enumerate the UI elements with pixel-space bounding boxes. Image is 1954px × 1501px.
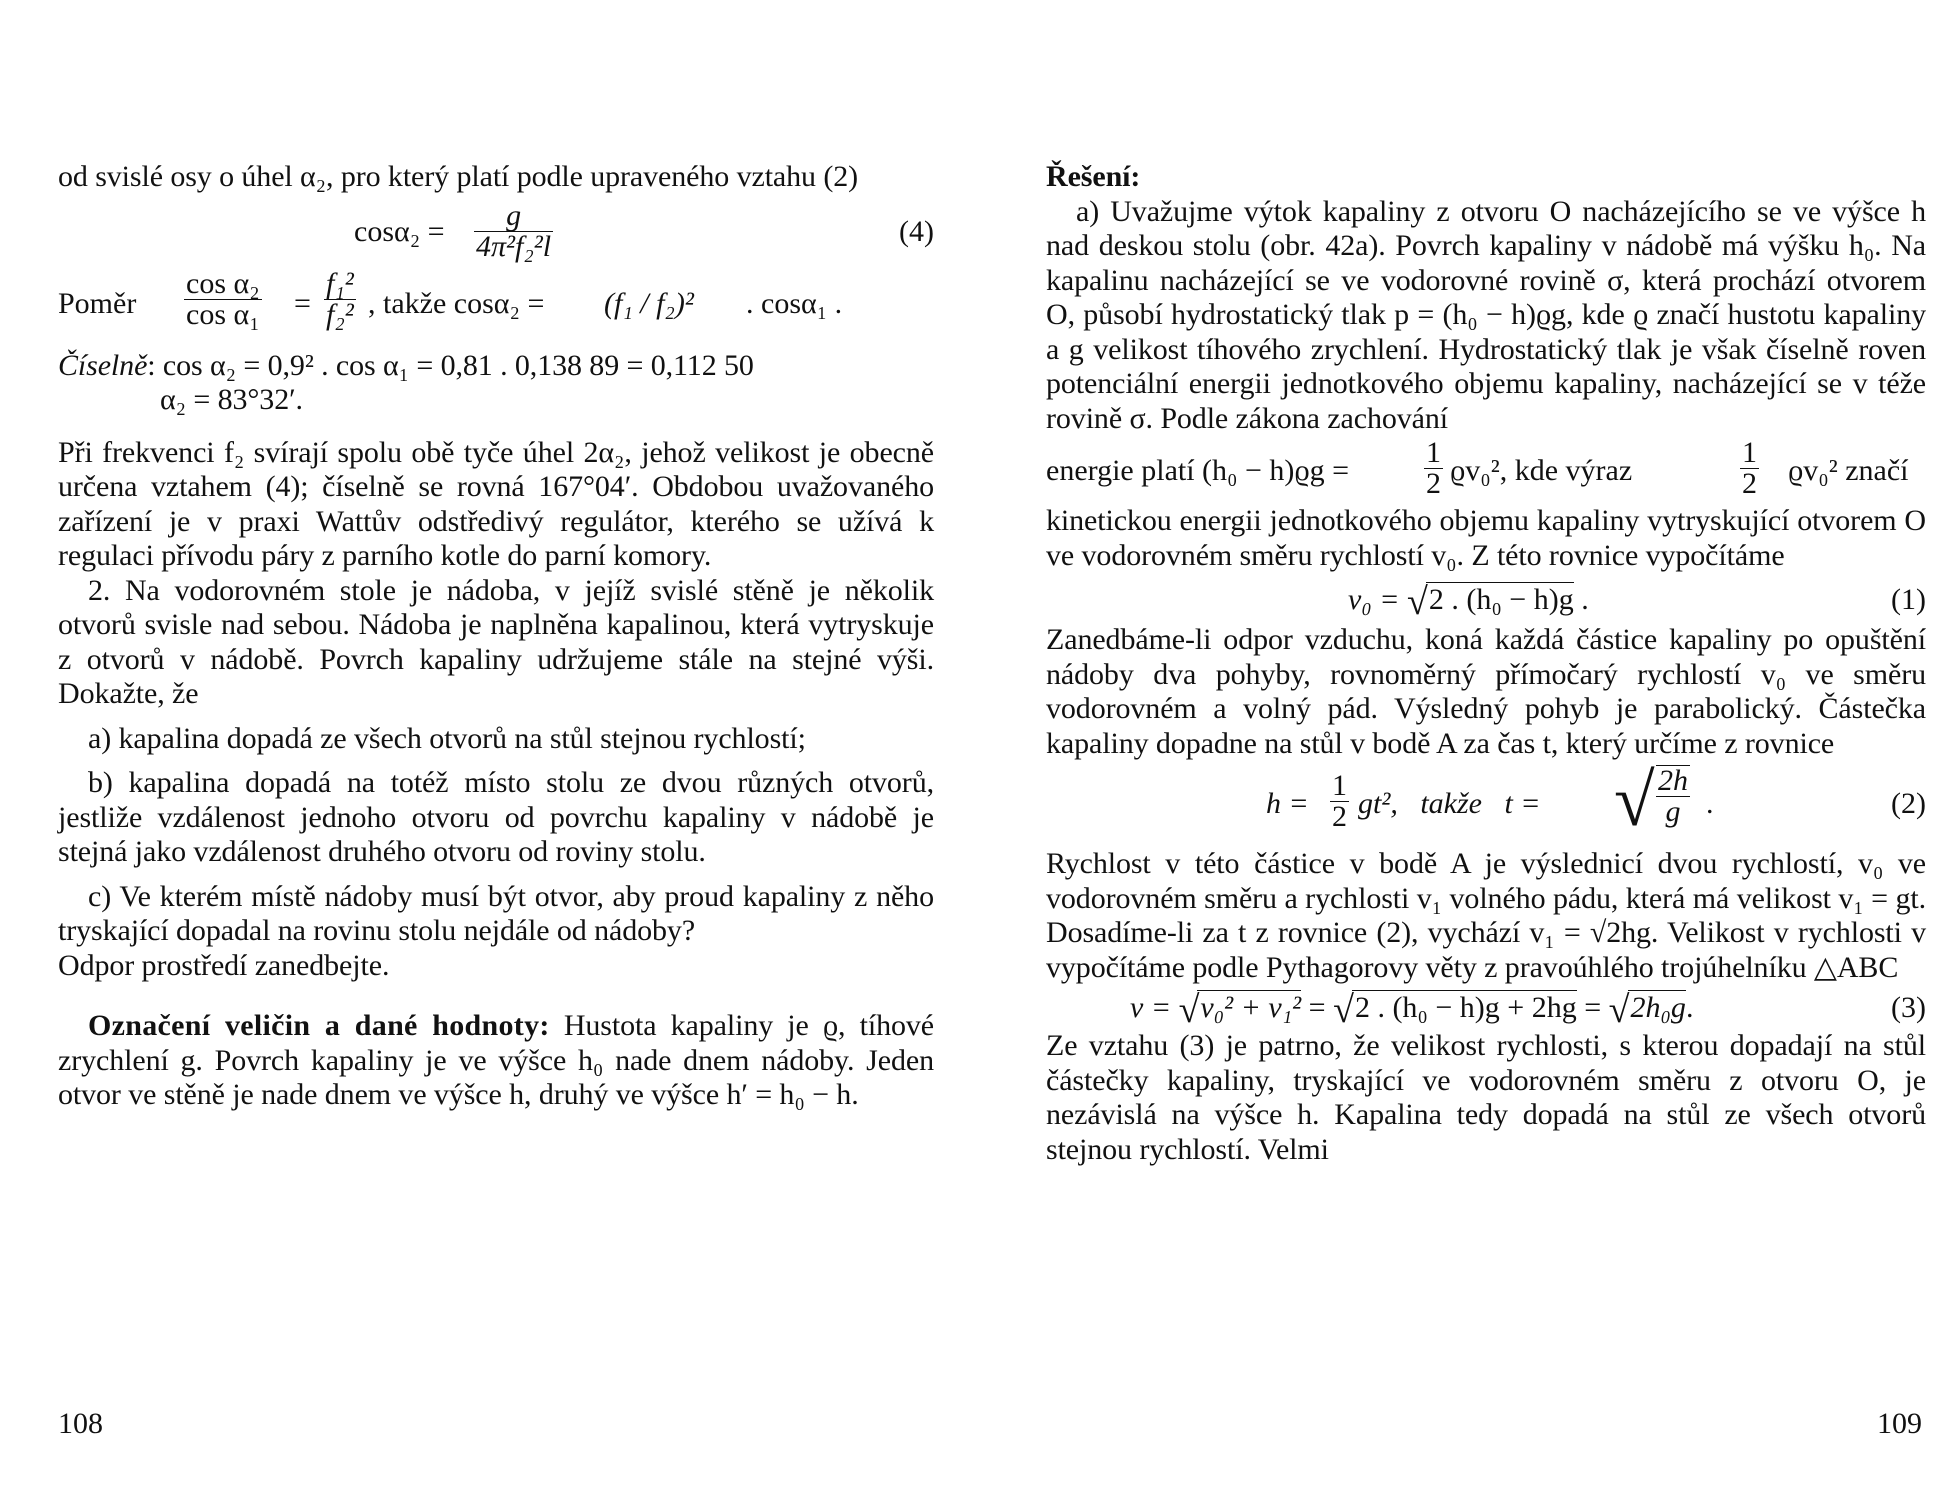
equation-middle: gt², takže t = — [1358, 787, 1541, 820]
fraction-half — [1330, 771, 1349, 832]
numerator: g — [506, 198, 522, 232]
paragraph: Při frekvenci f₂ svírají spolu obě tyče úhel 2α₂, jehož velikost je obecně určena vztahem (4); číselně se rovná 167°04′. Obdobou uvažovaného zařízení je v praxi Wattův odstředivý regulátor, kterého se užívá k regulaci přívodu páry z parního kotle do parní komory. — [58, 435, 934, 572]
ratio-label: Poměr — [58, 286, 137, 320]
equation-number: (2) — [1891, 787, 1926, 820]
problem-item-a: a) kapalina dopadá ze všech otvorů na stůl stejnou rychlostí; — [88, 721, 806, 755]
sqrt-icon: √ — [1333, 989, 1354, 1031]
ratio-equation — [58, 266, 934, 339]
left-page — [58, 160, 934, 1113]
problem-note: Odpor prostředí zanedbejte. — [58, 948, 390, 982]
radicand: 2 . (h₀ − h)g + 2hg — [1352, 990, 1577, 1024]
section-heading: Označení veličin a dané hodnoty: — [88, 1009, 550, 1042]
equation-4 — [58, 198, 934, 263]
energy-text-end: ϱv₀² značí — [1788, 454, 1909, 487]
equation-body — [1348, 581, 1589, 623]
sqrt-icon: √ — [1407, 581, 1428, 623]
denominator: 4π²f₂²l — [476, 229, 552, 263]
solution-paragraph: a) Uvažujme výtok kapaliny z otvoru O nacházejícího se ve výšce h nad deskou stolu (obr. 42a). Povrch kapaliny v nádobě má výšku h₀. Na kapalinu nacházející se ve vodorovné rovině σ, která prochází otvorem O, působí hydrostatický tlak p = (h₀ − h)ϱg, kde ϱ značí hustotu kapaliny a g velikost tíhového zrychlení. Hydrostatický tlak je však číselně roven potenciální energii jednotkového objemu kapaliny, nacházející se v téže rovině σ. Podle zákona zachování — [1046, 194, 1926, 435]
fraction — [1656, 765, 1690, 827]
denominator: f₂² — [326, 297, 354, 331]
sqrt-icon: √ — [1608, 989, 1630, 1031]
fraction — [184, 266, 262, 331]
equation-1 — [1046, 577, 1926, 623]
numerator: 1 — [1742, 436, 1757, 469]
radicand: v₀² + v₁² — [1197, 990, 1301, 1024]
denominator: 2 — [1742, 467, 1757, 500]
denominator: 2 — [1426, 467, 1441, 500]
equation-tail: . — [1685, 991, 1694, 1024]
denominator: 2 — [1332, 800, 1347, 833]
equation-tail: . — [1573, 583, 1589, 616]
ratio-text: , takže cosα₂ = — [368, 286, 545, 320]
quantities-text: Hustota kapaliny je ϱ, tíhové zrychlení g. Povrch kapaliny je ve výšce h₀ nade dnem nádoby. Jeden otvor ve stěně je nade dnem ve výšce h, druhý ve výšce h′ = h₀ − h. — [58, 1009, 934, 1111]
denominator: cos α₁ — [186, 297, 260, 331]
numeric-result: α₂ = 83°32′. — [160, 383, 303, 416]
numerator: cos α₂ — [186, 266, 260, 300]
quantities-paragraph — [58, 1009, 934, 1113]
equation-lhs: cosα₂ = — [354, 214, 445, 248]
equation-lhs: v₀ = — [1348, 583, 1407, 616]
radicand: 2 . (h₀ − h)g — [1426, 582, 1574, 616]
section-heading: Řešení: — [1046, 160, 1141, 193]
fraction — [324, 266, 356, 331]
equals-sign: = — [294, 286, 311, 320]
energy-text-start: energie platí (h₀ − h)ϱg = — [1046, 454, 1350, 487]
equation-period: . — [1706, 787, 1714, 820]
right-page — [1046, 160, 1926, 1167]
equation-3 — [1046, 987, 1926, 1029]
equation-lhs: h = — [1266, 787, 1309, 820]
problem-statement: 2. Na vodorovném stole je nádoba, v jejíž svislé stěně je několik otvorů svisle nad sebou. Nádoba je naplněna kapalinou, která vytryskuje z otvorů v nádobě. Povrch kapaliny udržujeme stále na stejné výši. Dokažte, že — [58, 573, 934, 710]
equation-number: (1) — [1891, 583, 1926, 616]
energy-line — [1046, 436, 1926, 504]
solution-paragraph: Zanedbáme-li odpor vzduchu, koná každá částice kapaliny po opuštění nádoby dva pohyby, rovnoměrný přímočarý rychlostí v₀ ve směru vodorovném a volný pád. Výsledný pohyb je parabolický. Částečka kapaliny dopadne na stůl v bodě A za čas t, který určíme z rovnice — [1046, 623, 1926, 760]
fraction-half — [1424, 438, 1443, 499]
equation-lhs: v = — [1130, 991, 1179, 1024]
ratio-power: (f₁ / f₂)² — [604, 286, 694, 320]
numerator: 2h — [1658, 764, 1688, 797]
equation-2: h = $\frac{1}{2}$ gt², takže t = √ $\frac{2h}{g}$ . (2) — [1266, 760, 1926, 842]
equation-body — [1130, 989, 1694, 1031]
numeric-line — [58, 349, 934, 384]
problem-item-c: c) Ve kterém místě nádoby musí být otvor, aby proud kapaliny z něho tryskající dopadal na rovinu stolu nejdále od nádoby? — [58, 879, 934, 947]
solution-paragraph: Ze vztahu (3) je patrno, že velikost rychlosti, s kterou dopadají na stůl částečky kapaliny, tryskající ve vodorovném směru z otvoru O, je nezávislá na výšce h. Kapalina tedy dopadá na stůl ze všech otvorů stejnou rychlostí. Velmi — [1046, 1029, 1926, 1166]
numerator: f₁² — [326, 266, 354, 300]
fraction-half — [1740, 438, 1759, 499]
equals-sign: = — [1576, 991, 1609, 1024]
solution-paragraph: kinetickou energii jednotkového objemu kapaliny vytryskující otvorem O ve vodorovném směru rychlostí v₀. Z této rovnice vypočítáme — [1046, 504, 1926, 572]
denominator: g — [1656, 796, 1690, 827]
numerator: 1 — [1426, 436, 1441, 469]
page-number-right: 109 — [1877, 1407, 1922, 1440]
equation-number: (4) — [899, 214, 934, 248]
problem-item-b: b) kapalina dopadá na totéž místo stolu ze dvou různých otvorů, jestliže vzdálenost jednoho otvoru od povrchu kapaliny v nádobě je stejná jako vzdálenost druhého otvoru od roviny stolu. — [58, 766, 934, 868]
paragraph: od svislé osy o úhel α₂, pro který platí podle upraveného vztahu (2) — [58, 160, 859, 193]
sqrt-icon: √ — [1178, 989, 1200, 1031]
equation-number: (3) — [1891, 991, 1926, 1024]
numerator: 1 — [1332, 769, 1347, 802]
equals-sign: = — [1301, 991, 1334, 1024]
solution-paragraph: Rychlost v této částice v bodě A je výslednicí dvou rychlostí, v₀ ve vodorovném směru a rychlosti v₁ volného pádu, která má velikost v₁ = gt. Dosadíme-li za t z rovnice (2), vychází v₁ = √2hg. Velikost v rychlosti v vypočítáme podle Pythagorovy věty z pravoúhlého trojúhelníku △ABC — [1046, 847, 1926, 984]
numeric-label: Číselně — [58, 348, 148, 382]
numeric-value: : cos α₂ = 0,9² . cos α₁ = 0,81 . 0,138 89 = 0,112 50 — [147, 348, 754, 382]
page-number-left: 108 — [58, 1407, 103, 1440]
ratio-tail: . cosα₁ . — [746, 286, 843, 320]
fraction — [474, 198, 553, 263]
radicand: 2h₀g — [1628, 990, 1686, 1024]
energy-text-mid: ϱv₀², kde výraz — [1450, 454, 1633, 487]
